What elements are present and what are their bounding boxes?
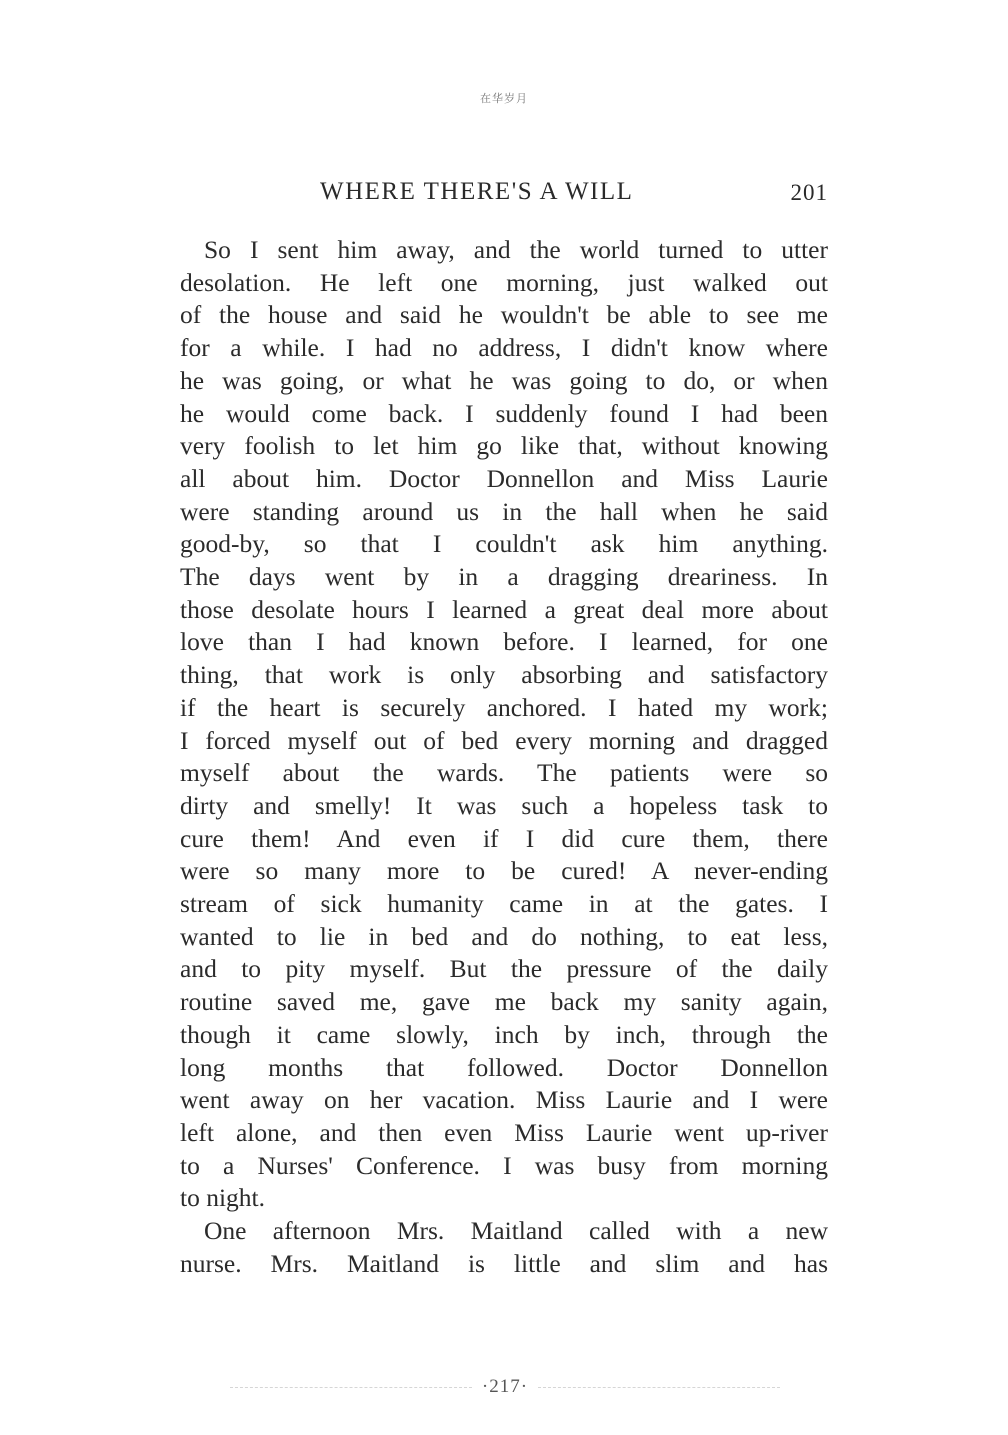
text-line: stream of sick humanity came in at the gates. I [180, 889, 828, 919]
text-line: I forced myself out of bed every morning and dragged [180, 725, 828, 755]
text-line: he would come back. I suddenly found I had been [180, 398, 828, 428]
text-line: left alone, and then even Miss Laurie went up-river [180, 1117, 828, 1147]
text-line: he was going, or what he was going to do, or when [180, 365, 828, 395]
text-line: dirty and smelly! It was such a hopeless task to [180, 790, 828, 820]
text-line: though it came slowly, inch by inch, through the [180, 1019, 828, 1049]
text-line: One afternoon Mrs. Maitland called with a new [204, 1216, 828, 1246]
text-line: those desolate hours I learned a great deal more about [180, 594, 828, 624]
text-line: for a while. I had no address, I didn't know where [180, 333, 828, 363]
text-line: were so many more to be cured! A never-ending [180, 856, 828, 886]
paragraph-1 [180, 234, 828, 1215]
text-line: very foolish to let him go like that, without knowing [180, 431, 828, 461]
footer-rule-right [538, 1387, 780, 1388]
library-stamp: 在华岁月 [480, 92, 528, 105]
scan-page-number: ·217· [481, 1376, 529, 1397]
scan-footer [230, 1375, 780, 1399]
body-text [180, 234, 828, 1281]
text-line: long months that followed. Doctor Donnellon [180, 1052, 828, 1082]
text-line: So I sent him away, and the world turned to utter [204, 235, 828, 264]
text-line: of the house and said he wouldn't be able to see me [180, 300, 828, 330]
text-line: nurse. Mrs. Maitland is little and slim and has [180, 1248, 828, 1278]
footer-rule-left [230, 1387, 472, 1388]
text-line: and to pity myself. But the pressure of the daily [180, 954, 828, 984]
page-number: 201 [790, 180, 828, 205]
text-line: routine saved me, gave me back my sanity again, [180, 987, 828, 1017]
text-line: myself about the wards. The patients were so [180, 758, 828, 788]
text-line: wanted to lie in bed and do nothing, to eat less, [180, 921, 828, 951]
text-line: went away on her vacation. Miss Laurie and I were [180, 1085, 828, 1115]
text-line: if the heart is securely anchored. I hated my work; [180, 692, 828, 722]
running-head [180, 178, 828, 214]
text-line: to night. [180, 1183, 266, 1213]
paragraph-2 [180, 1215, 828, 1280]
running-head-title: WHERE THERE'S A WILL [320, 178, 634, 205]
text-line: desolation. He left one morning, just walked out [180, 267, 828, 297]
text-line: good-by, so that I couldn't ask him anything. [180, 529, 828, 559]
text-line: all about him. Doctor Donnellon and Miss Laurie [180, 463, 828, 493]
text-line: love than I had known before. I learned, for one [180, 627, 828, 657]
text-line: thing, that work is only absorbing and satisfactory [180, 660, 828, 690]
text-line: to a Nurses' Conference. I was busy from morning [180, 1150, 828, 1180]
text-line: The days went by in a dragging dreariness. In [180, 562, 828, 592]
text-line: were standing around us in the hall when he said [180, 496, 828, 526]
text-line: cure them! And even if I did cure them, there [180, 823, 828, 853]
